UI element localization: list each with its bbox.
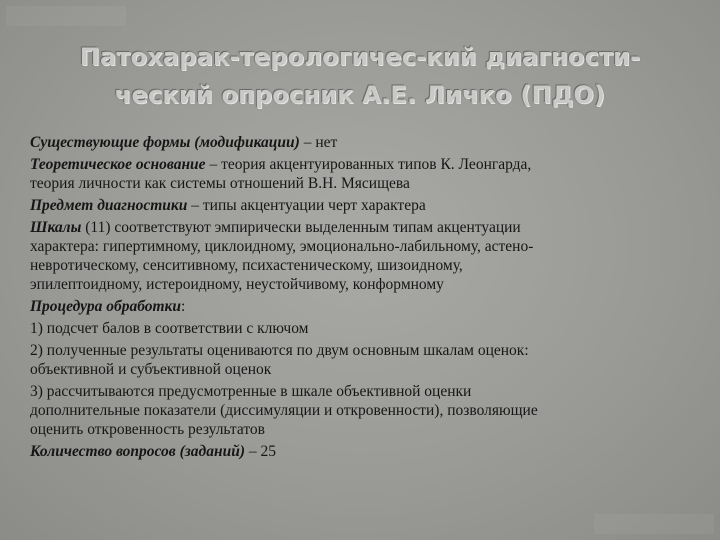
decorative-corner-bottom-right xyxy=(594,514,714,534)
paragraph-theory xyxy=(30,155,695,193)
paragraph-procedure xyxy=(30,297,695,316)
procedure-step-3 xyxy=(30,382,695,439)
paragraph-text: (11) соответствуют эмпирически выделенным типам акцентуации xyxy=(81,219,521,236)
paragraph-scales xyxy=(30,218,695,294)
decorative-corner-top-left xyxy=(6,6,126,26)
paragraph-text: эпилептоидному, истероидному, неустойчивому, конформному xyxy=(30,276,444,293)
term-procedure: Процедура обработки xyxy=(30,298,182,315)
title-line-2: ческий опросник А.Е. Личко (ПДО) xyxy=(114,81,606,109)
paragraph-text: : xyxy=(181,298,186,315)
term-subject: Предмет диагностики xyxy=(30,197,188,214)
procedure-step-2 xyxy=(30,341,695,379)
paragraph-text: 2) полученные результаты оцениваются по двум основным шкалам оценок: xyxy=(30,342,529,359)
paragraph-text: оценить откровенность результатов xyxy=(30,421,265,438)
paragraph-question-count xyxy=(30,442,695,461)
paragraph-subject xyxy=(30,196,695,215)
paragraph-text: дополнительные показатели (диссимуляции и откровенности), позволяющие xyxy=(30,402,538,419)
slide-title xyxy=(30,38,690,114)
paragraph-text: – типы акцентуации черт характера xyxy=(187,197,426,214)
term-modifications: Существующие формы (модификации) xyxy=(30,134,300,151)
paragraph-text: теория личности как системы отношений В.Н. Мясищева xyxy=(30,175,410,192)
paragraph-modifications xyxy=(30,133,695,152)
term-question-count: Количество вопросов (заданий) xyxy=(30,443,245,460)
paragraph-text: характера: гипертимному, циклоидному, эмоционально-лабильному, астено- xyxy=(30,238,534,255)
paragraph-text: – нет xyxy=(299,134,338,151)
title-line-1: Патохарак-терологичес-кий диагности- xyxy=(79,43,641,71)
paragraph-text: невротическому, сенситивному, психастеническому, шизоидному, xyxy=(30,257,463,274)
paragraph-text: 1) подсчет балов в соответствии с ключом xyxy=(30,320,309,337)
term-theory: Теоретическое основание xyxy=(30,156,206,173)
paragraph-text: – теория акцентуированных типов К. Леонгарда, xyxy=(205,156,532,173)
paragraph-text: – 25 xyxy=(245,443,276,460)
paragraph-text: 3) рассчитываются предусмотренные в шкале объективной оценки xyxy=(30,383,472,400)
slide-body xyxy=(30,133,695,464)
paragraph-text: объективной и субъективной оценок xyxy=(30,361,272,378)
procedure-step-1 xyxy=(30,319,695,338)
term-scales: Шкалы xyxy=(30,219,82,236)
